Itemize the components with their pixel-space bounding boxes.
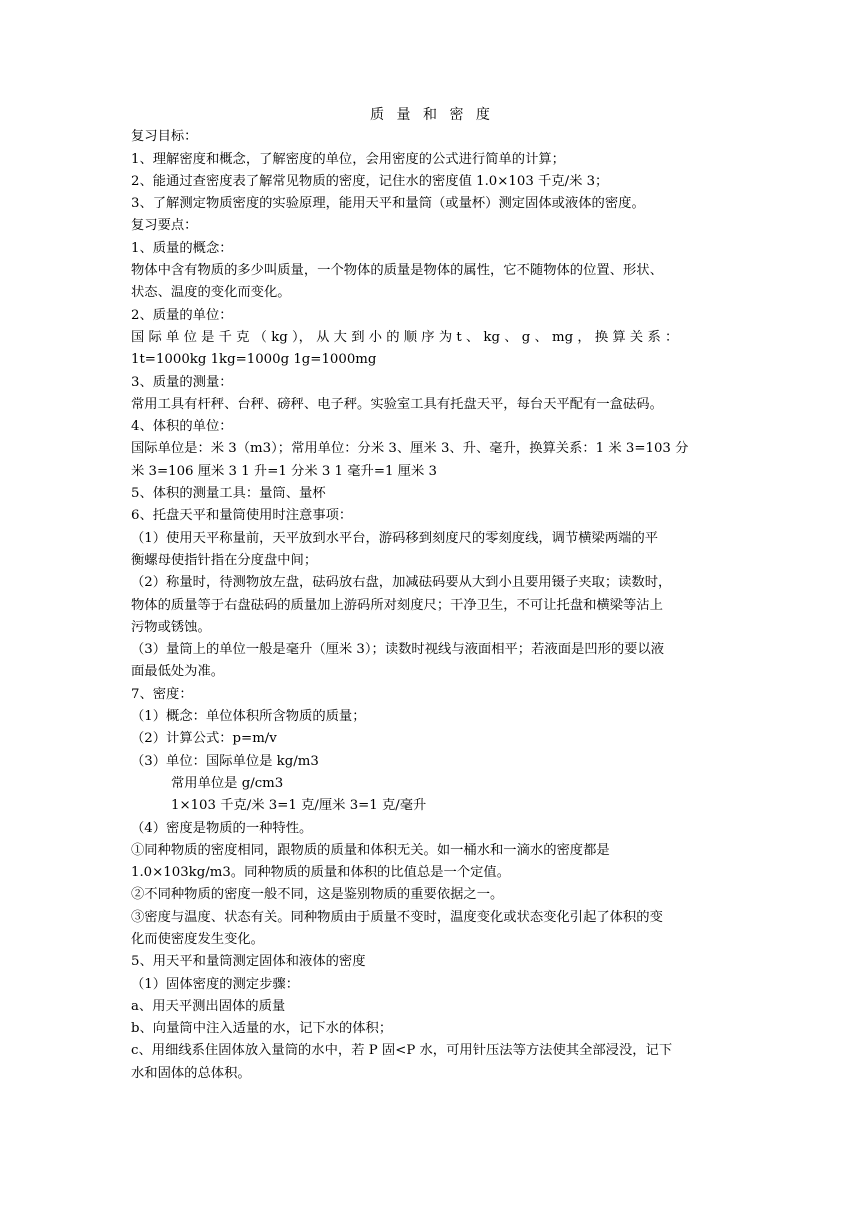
paragraph-line: 米 3=106 厘米 3 1 升=1 分米 3 1 毫升=1 厘米 3 [131, 463, 437, 479]
paragraph-line: 1.0×103kg/m3。同种物质的质量和体积的比值总是一个定值。 [131, 865, 511, 881]
paragraph-line: ①同种物质的密度相同，跟物质的质量和体积无关。如一桶水和一滴水的密度都是 [131, 842, 610, 858]
paragraph-line: 面最低处为准。 [131, 664, 225, 680]
section-heading-points: 复习要点： [131, 218, 198, 234]
paragraph-line: 国 际 单 位 是 千 克 （ kg ）， 从 大 到 小 的 顺 序 为 t 、 kg 、 g 、 mg ， 换 算 关 系 ： [131, 329, 679, 345]
point-heading-measure-density: 5、用天平和量筒测定固体和液体的密度 [131, 954, 366, 970]
point-heading-density: 7、密度： [131, 686, 193, 702]
point-heading-balance-notes: 6、托盘天平和量筒使用时注意事项： [131, 508, 353, 524]
paragraph-line: 物体中含有物质的多少叫质量，一个物体的质量是物体的属性，它不随物体的位置、形状、 [131, 263, 663, 279]
paragraph-line: 衡螺母使指针指在分度盘中间； [131, 552, 318, 568]
paragraph-line: （2）称量时，待测物放左盘，砝码放右盘，加减砝码要从大到小且要用镊子夹取；读数时， [131, 575, 672, 591]
paragraph-line: 常用工具有杆秤、台秤、磅秤、电子秤。实验室工具有托盘天平，每台天平配有一盒砝码。 [131, 396, 663, 412]
paragraph-line: 化而使密度发生变化。 [131, 931, 264, 947]
paragraph-line: a、用天平测出固体的质量 [131, 998, 286, 1014]
paragraph-line: （1）概念：单位体积所含物质的质量； [131, 709, 366, 725]
paragraph-line: （2）计算公式：p=m/v [131, 731, 277, 747]
paragraph-line: （3）单位：国际单位是 kg/m3 [131, 753, 319, 769]
point-heading-mass-concept: 1、质量的概念： [131, 240, 233, 256]
goal-item-2: 2、能通过查密度表了解常见物质的密度，记住水的密度值 1.0×103 千克/米 3； [131, 173, 609, 189]
paragraph-line: 状态、温度的变化而变化。 [131, 285, 291, 301]
paragraph-line-indented: 1×103 千克/米 3=1 克/厘米 3=1 克/毫升 [171, 798, 427, 814]
document-title: 质 量 和 密 度 [370, 107, 494, 123]
document-body [131, 104, 733, 1085]
paragraph-line: （1）固体密度的测定步骤： [131, 976, 300, 992]
paragraph-line: 物体的质量等于右盘砝码的质量加上游码所对刻度尺；干净卫生，不可让托盘和横梁等沾上 [131, 597, 663, 613]
point-heading-mass-unit: 2、质量的单位： [131, 307, 233, 323]
point-heading-mass-measure: 3、质量的测量： [131, 374, 233, 390]
paragraph-line: （1）使用天平称量前，天平放到水平台，游码移到刻度尺的零刻度线，调节横梁两端的平 [131, 530, 659, 546]
paragraph-line: 水和固体的总体积。 [131, 1065, 251, 1081]
point-heading-volume-tools: 5、体积的测量工具：量筒、量杯 [131, 486, 326, 502]
goal-item-1: 1、理解密度和概念，了解密度的单位，会用密度的公式进行简单的计算； [131, 151, 565, 167]
point-heading-volume-unit: 4、体积的单位： [131, 419, 233, 435]
paragraph-line: ②不同种物质的密度一般不同，这是鉴别物质的重要依据之一。 [131, 887, 504, 903]
paragraph-line: 1t=1000kg 1kg=1000g 1g=1000mg [131, 352, 377, 368]
paragraph-line: （3）量筒上的单位一般是毫升（厘米 3）；读数时视线与液面相平；若液面是凹形的要以液 [131, 642, 665, 658]
paragraph-line: b、向量筒中注入适量的水，记下水的体积； [131, 1021, 393, 1037]
paragraph-line: ③密度与温度、状态有关。同种物质由于质量不变时，温度变化或状态变化引起了体积的变 [131, 909, 663, 925]
paragraph-line: （4）密度是物质的一种特性。 [131, 820, 313, 836]
goal-item-3: 3、了解测定物质密度的实验原理，能用天平和量筒（或量杯）测定固体或液体的密度。 [131, 196, 645, 212]
paragraph-line-indented: 常用单位是 g/cm3 [171, 775, 284, 791]
section-heading-goals: 复习目标： [131, 129, 198, 145]
paragraph-line: 污物或锈蚀。 [131, 619, 211, 635]
paragraph-line: 国际单位是：米 3（m3）；常用单位：分米 3、厘米 3、升、毫升，换算关系：1 米 3=103 分 [131, 441, 689, 457]
paragraph-line: c、用细线系住固体放入量筒的水中，若 P 固<P 水，可用针压法等方法使其全部浸没，记下 [131, 1043, 673, 1059]
